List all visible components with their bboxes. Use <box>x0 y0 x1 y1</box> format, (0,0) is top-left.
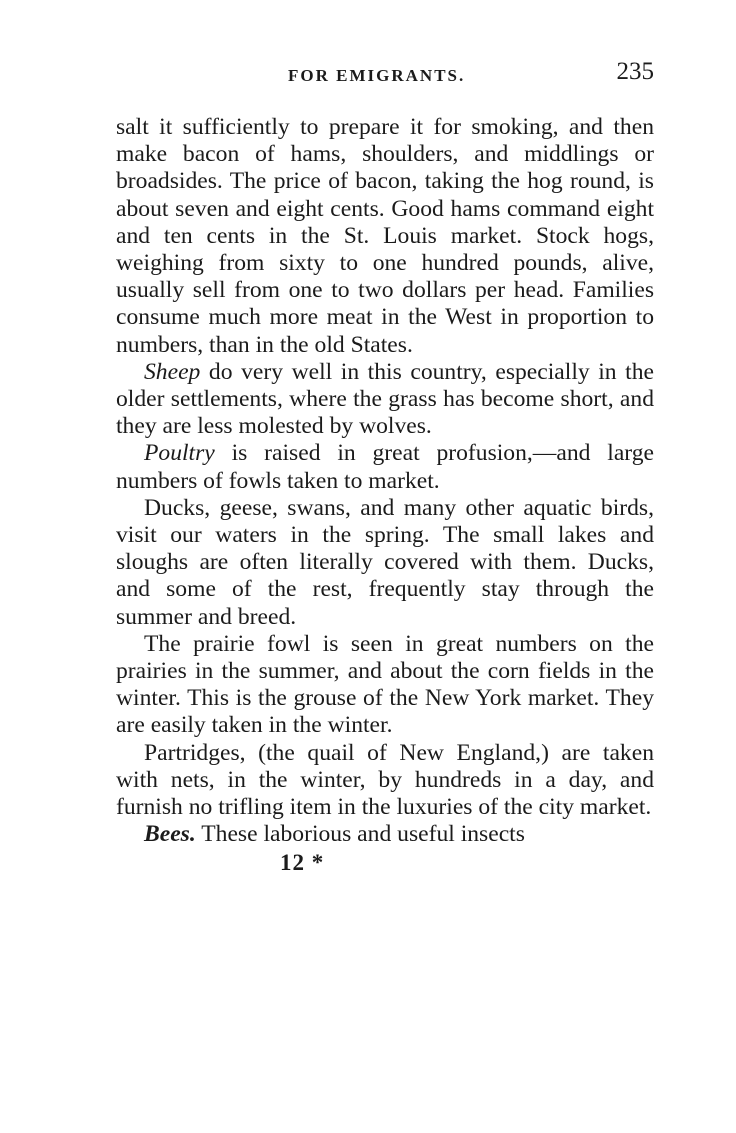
paragraph-partridges <box>116 740 654 822</box>
paragraph-text: The prairie fowl is seen in great numbers on the prairies in the summer, and about the corn fields in the winter. This is the grouse of the New York market. They are easily taken in the winter. <box>116 630 654 739</box>
paragraph-sheep <box>116 359 654 441</box>
paragraph-ducks <box>116 495 654 631</box>
paragraph-lead-word: Sheep <box>144 358 201 385</box>
paragraph-poultry <box>116 440 654 494</box>
paragraph-text: salt it sufficiently to prepare it for smoking, and then make bacon of hams, shoulders, and middlings or broadsides. The price of bacon, taking the hog round, is about seven and eight cents. Good hams command eight and ten cents in the St. Louis market. Stock hogs, weighing from sixty to one hundred pounds, alive, usually sell from one to two dollars per head. Families consume much more meat in the West in proportion to numbers, than in the old States. <box>116 114 654 358</box>
paragraph-lead-word: Poultry <box>144 440 215 467</box>
paragraph-text: These laborious and useful insects <box>195 821 525 848</box>
book-page <box>116 58 654 876</box>
signature-mark: 12 * <box>280 850 325 876</box>
page-number: 235 <box>616 58 654 85</box>
body-text <box>116 114 654 848</box>
paragraph-lead-word: Bees. <box>144 821 196 848</box>
paragraph-text: is raised in great profusion,—and large numbers of fowls taken to market. <box>116 440 654 494</box>
paragraph-hogs-bacon <box>116 114 654 359</box>
paragraph-text: do very well in this country, especially in the older settlements, where the grass has become short, and they are less molested by wolves. <box>116 358 654 440</box>
paragraph-bees <box>116 821 654 848</box>
paragraph-prairie-fowl <box>116 631 654 740</box>
paragraph-text: Ducks, geese, swans, and many other aquatic birds, visit our waters in the spring. The small lakes and sloughs are often literally covered with them. Ducks, and some of the rest, frequently stay through the summer and breed. <box>116 494 654 630</box>
paragraph-text: Partridges, (the quail of New England,) are taken with nets, in the winter, by hundreds in a day, and furnish no trifling item in the luxuries of the city market. <box>116 739 654 821</box>
running-title: FOR EMIGRANTS. <box>288 66 466 85</box>
running-head <box>116 58 654 92</box>
